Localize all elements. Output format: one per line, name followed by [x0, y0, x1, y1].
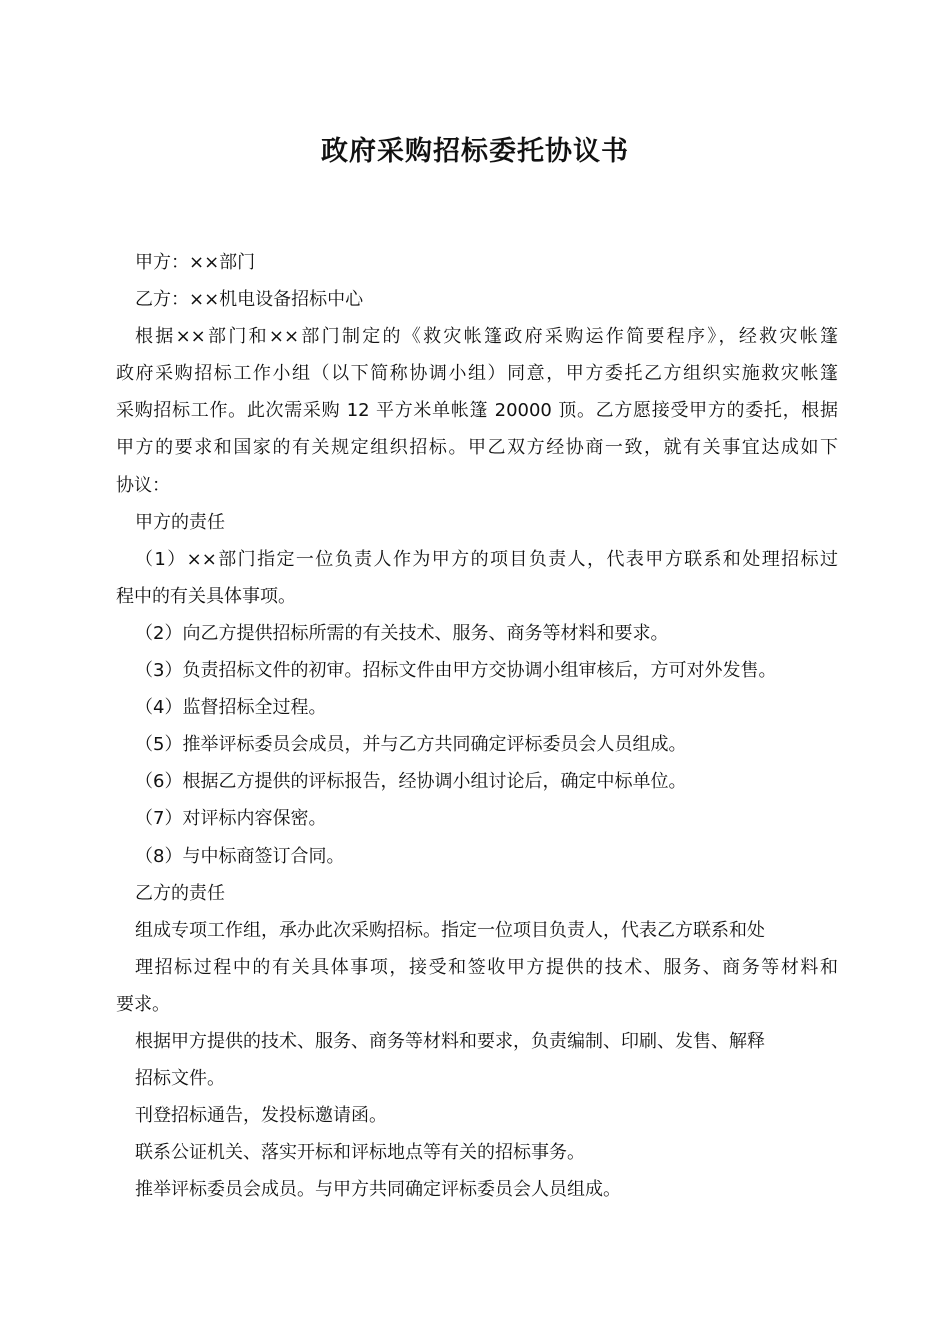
list-item: （8）与中标商签订合同。 — [135, 845, 345, 867]
paragraph-line: 联系公证机关、落实开标和评标地点等有关的招标事务。 — [135, 1142, 585, 1164]
list-item: （7）对评标内容保密。 — [135, 808, 327, 830]
paragraph-line: 招标文件。 — [135, 1068, 225, 1090]
list-item: （4）监督招标全过程。 — [135, 697, 327, 719]
list-item-continuation: 程中的有关具体事项。 — [116, 585, 296, 607]
section-heading-party-b: 乙方的责任 — [135, 882, 225, 904]
list-item: （1）××部门指定一位负责人作为甲方的项目负责人，代表甲方联系和处理招标过 — [135, 548, 838, 570]
party-b-line: 乙方：××机电设备招标中心 — [135, 289, 364, 311]
paragraph-line: 推举评标委员会成员。与甲方共同确定评标委员会人员组成。 — [135, 1179, 621, 1201]
list-item: （3）负责招标文件的初审。招标文件由甲方交协调小组审核后，方可对外发售。 — [135, 660, 777, 682]
document-body — [116, 244, 838, 1208]
section-heading-party-a: 甲方的责任 — [135, 511, 225, 533]
paragraph-line: 理招标过程中的有关具体事项，接受和签收甲方提供的技术、服务、商务等材料和 — [135, 956, 838, 978]
paragraph-line: 根据甲方提供的技术、服务、商务等材料和要求，负责编制、印刷、发售、解释 — [135, 1030, 765, 1052]
paragraph-line: 政府采购招标工作小组（以下简称协调小组）同意，甲方委托乙方组织实施救灾帐篷 — [116, 363, 838, 385]
paragraph-line: 要求。 — [116, 993, 170, 1015]
paragraph-line: 刊登招标通告，发投标邀请函。 — [135, 1105, 387, 1127]
list-item: （2）向乙方提供招标所需的有关技术、服务、商务等材料和要求。 — [135, 622, 669, 644]
paragraph-line: 根据××部门和××部门制定的《救灾帐篷政府采购运作简要程序》，经救灾帐篷 — [135, 326, 838, 348]
list-item: （6）根据乙方提供的评标报告，经协调小组讨论后，确定中标单位。 — [135, 771, 687, 793]
list-item: （5）推举评标委员会成员，并与乙方共同确定评标委员会人员组成。 — [135, 734, 687, 756]
paragraph-line: 采购招标工作。此次需采购 12 平方米单帐篷 20000 顶。乙方愿接受甲方的委托，根据 — [116, 400, 838, 422]
paragraph-line: 组成专项工作组，承办此次采购招标。指定一位项目负责人，代表乙方联系和处 — [135, 919, 765, 941]
party-a-line: 甲方：××部门 — [135, 252, 256, 273]
document-title: 政府采购招标委托协议书 — [321, 136, 629, 167]
paragraph-line: 协议： — [116, 474, 170, 496]
paragraph-line: 甲方的要求和国家的有关规定组织招标。甲乙双方经协商一致，就有关事宜达成如下 — [116, 437, 838, 459]
